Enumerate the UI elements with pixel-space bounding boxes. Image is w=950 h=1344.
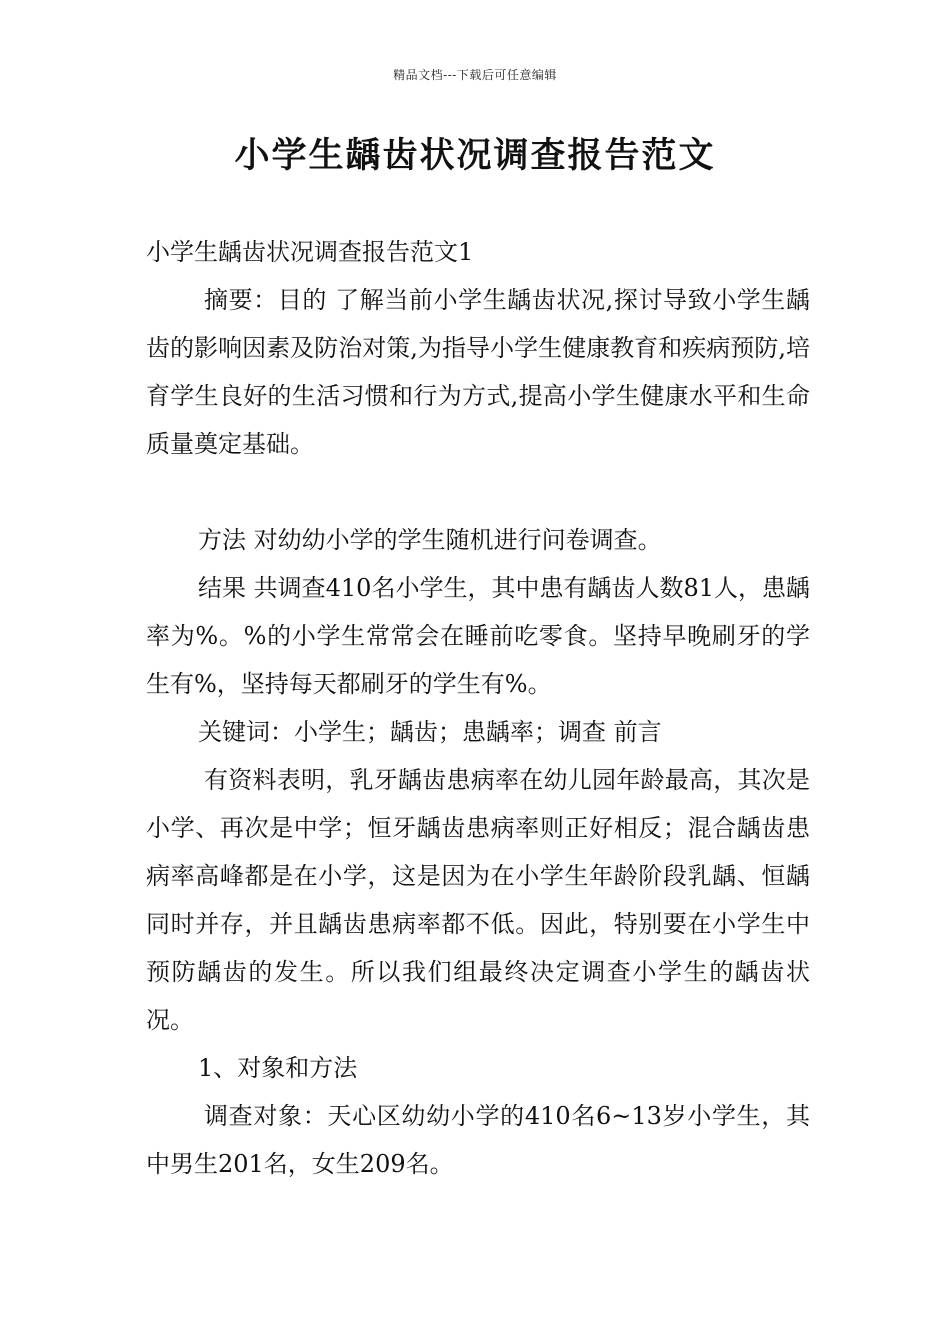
section-heading: 1、对象和方法	[198, 1054, 358, 1082]
method-paragraph: 方法 对幼幼小学的学生随机进行问卷调查。	[198, 526, 662, 554]
paragraph-gap	[146, 468, 810, 516]
abstract-paragraph: 摘要：目的 了解当前小学生龋齿状况,探讨导致小学生龋齿的影响因素及防治对策,为指导小学生健康教育和疾病预防,培育学生良好的生活习惯和行为方式,提高小学生健康水平和生命质量奠定基础。	[146, 286, 810, 458]
keywords-paragraph: 关键词：小学生；龋齿；患龋率；调查 前言	[198, 718, 662, 746]
subtitle-paragraph: 小学生龋齿状况调查报告范文1	[146, 238, 474, 266]
intro-paragraph: 有资料表明，乳牙龋齿患病率在幼儿园年龄最高，其次是小学、再次是中学；恒牙龋齿患病率则正好相反；混合龋齿患病率高峰都是在小学，这是因为在小学生年龄阶段乳龋、恒龋同时并存，并且龋齿患病率都不低。因此，特别要在小学生中预防龋齿的发生。所以我们组最终决定调查小学生的龋齿状况。	[146, 766, 810, 1034]
header-note: 精品文档---下载后可任意编辑	[393, 68, 557, 82]
document-body	[146, 228, 810, 1188]
page-title: 小学生龋齿状况调查报告范文	[234, 136, 716, 176]
subjects-paragraph: 调查对象：天心区幼幼小学的410名6~13岁小学生，其中男生201名，女生209名。	[146, 1102, 810, 1178]
result-paragraph: 结果 共调查410名小学生，其中患有龋齿人数81人，患龋率为%。%的小学生常常会在睡前吃零食。坚持早晚刷牙的学生有%，坚持每天都刷牙的学生有%。	[146, 574, 810, 698]
